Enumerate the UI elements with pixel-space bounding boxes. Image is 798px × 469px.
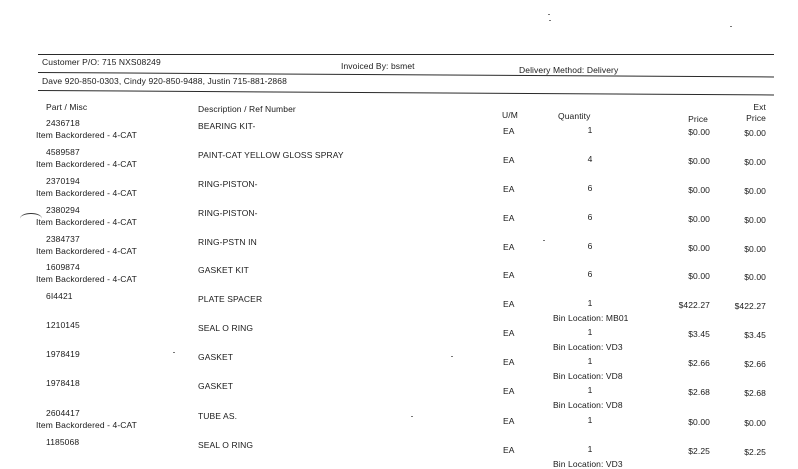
- row-quantity: 1: [587, 444, 593, 454]
- scan-speck: [173, 352, 175, 353]
- top-rule: [38, 54, 774, 55]
- row-um: EA: [503, 357, 515, 367]
- col-ext-bottom: Price: [746, 113, 766, 123]
- row-part-number: 1978418: [46, 378, 80, 388]
- row-part-number: 2380294: [46, 205, 80, 215]
- scan-speck: [543, 240, 545, 241]
- row-description: GASKET: [198, 352, 234, 362]
- row-bin-location: Bin Location: MB01: [553, 313, 629, 323]
- row-backorder-note: Item Backordered - 4-CAT: [36, 159, 137, 169]
- invoiced-by: Invoiced By: bsmet: [341, 61, 415, 71]
- row-price: $0.00: [688, 185, 710, 195]
- row-description: BEARING KIT-: [198, 121, 256, 131]
- row-um: EA: [503, 386, 515, 396]
- contacts-rule: [38, 90, 774, 95]
- row-um: EA: [503, 213, 515, 223]
- row-ext-price: $0.00: [744, 157, 766, 167]
- row-backorder-note: Item Backordered - 4-CAT: [36, 420, 137, 430]
- row-backorder-note: Item Backordered - 4-CAT: [36, 188, 137, 198]
- row-ext-price: $0.00: [744, 272, 766, 282]
- row-description: RING-PISTON-: [198, 208, 258, 218]
- row-price: $422.27: [678, 300, 710, 310]
- row-price: $2.25: [688, 446, 710, 456]
- row-ext-price: $2.25: [744, 447, 766, 457]
- delivery-method: Delivery Method: Delivery: [519, 65, 619, 75]
- row-backorder-note: Item Backordered - 4-CAT: [36, 246, 137, 256]
- row-bin-location: Bin Location: VD3: [553, 459, 623, 469]
- row-part-number: 1185068: [46, 437, 80, 447]
- row-quantity: 1: [587, 298, 593, 308]
- customer-po: Customer P/O: 715 NXS08249: [42, 57, 161, 67]
- row-description: GASKET KIT: [198, 265, 249, 275]
- scan-speck: [411, 416, 413, 417]
- row-price: $0.00: [688, 417, 710, 427]
- row-description: SEAL O RING: [198, 323, 254, 333]
- col-ext-top: Ext: [753, 102, 766, 112]
- row-price: $0.00: [688, 127, 710, 137]
- row-um: EA: [503, 299, 515, 309]
- row-bin-location: Bin Location: VD8: [553, 400, 623, 410]
- row-quantity: 6: [587, 241, 593, 251]
- row-price: $3.45: [688, 329, 710, 339]
- row-um: EA: [503, 242, 515, 252]
- row-price: $0.00: [688, 271, 710, 281]
- row-bin-location: Bin Location: VD3: [553, 342, 623, 352]
- row-um: EA: [503, 328, 515, 338]
- col-um: U/M: [502, 110, 518, 120]
- row-quantity: 1: [587, 415, 593, 425]
- row-quantity: 6: [587, 183, 593, 193]
- row-part-number: 2436718: [46, 118, 80, 128]
- row-price: $2.68: [688, 387, 710, 397]
- row-part-number: 2384737: [46, 234, 80, 244]
- row-um: EA: [503, 184, 515, 194]
- row-backorder-note: Item Backordered - 4-CAT: [36, 217, 137, 227]
- contacts-line: Dave 920-850-0303, Cindy 920-850-9488, Justin 715-881-2868: [42, 76, 287, 86]
- row-description: RING-PISTON-: [198, 179, 258, 189]
- col-quantity: Quantity: [558, 111, 591, 121]
- row-quantity: 4: [587, 154, 593, 164]
- scan-speck: [730, 26, 732, 27]
- row-quantity: 1: [587, 327, 593, 337]
- row-price: $2.66: [688, 358, 710, 368]
- row-part-number: 6I4421: [46, 291, 73, 301]
- row-ext-price: $0.00: [744, 186, 766, 196]
- row-backorder-note: Item Backordered - 4-CAT: [36, 274, 137, 284]
- row-description: SEAL O RING: [198, 440, 254, 450]
- row-part-number: 4589587: [46, 147, 80, 157]
- col-description: Description / Ref Number: [198, 104, 296, 114]
- row-price: $0.00: [688, 214, 710, 224]
- row-part-number: 1978419: [46, 349, 80, 359]
- row-ext-price: $2.66: [744, 359, 766, 369]
- row-description: TUBE AS.: [198, 411, 238, 421]
- row-quantity: 1: [587, 356, 593, 366]
- scan-speck: [548, 14, 550, 15]
- row-quantity: 1: [587, 125, 593, 135]
- row-part-number: 1210145: [46, 320, 80, 330]
- row-quantity: 6: [587, 212, 593, 222]
- col-price: Price: [688, 114, 708, 124]
- scan-speck: [549, 20, 551, 21]
- row-um: EA: [503, 270, 515, 280]
- row-part-number: 2370194: [46, 176, 80, 186]
- row-description: RING-PSTN IN: [198, 237, 257, 247]
- row-part-number: 2604417: [46, 408, 80, 418]
- pen-mark: [20, 213, 42, 224]
- row-ext-price: $0.00: [744, 418, 766, 428]
- row-price: $0.00: [688, 243, 710, 253]
- row-description: GASKET: [198, 381, 234, 391]
- scan-speck: [451, 356, 453, 357]
- row-um: EA: [503, 416, 515, 426]
- row-description: PAINT-CAT YELLOW GLOSS SPRAY: [198, 150, 344, 160]
- row-quantity: 6: [587, 269, 593, 279]
- row-backorder-note: Item Backordered - 4-CAT: [36, 130, 137, 140]
- row-quantity: 1: [587, 385, 593, 395]
- row-ext-price: $3.45: [744, 330, 766, 340]
- row-um: EA: [503, 126, 515, 136]
- row-ext-price: $0.00: [744, 215, 766, 225]
- row-description: PLATE SPACER: [198, 294, 263, 304]
- row-ext-price: $422.27: [734, 301, 766, 311]
- row-part-number: 1609874: [46, 262, 80, 272]
- row-ext-price: $0.00: [744, 128, 766, 138]
- row-ext-price: $0.00: [744, 244, 766, 254]
- row-bin-location: Bin Location: VD8: [553, 371, 623, 381]
- col-part: Part / Misc: [46, 102, 88, 112]
- row-ext-price: $2.68: [744, 388, 766, 398]
- row-price: $0.00: [688, 156, 710, 166]
- row-um: EA: [503, 155, 515, 165]
- row-um: EA: [503, 445, 515, 455]
